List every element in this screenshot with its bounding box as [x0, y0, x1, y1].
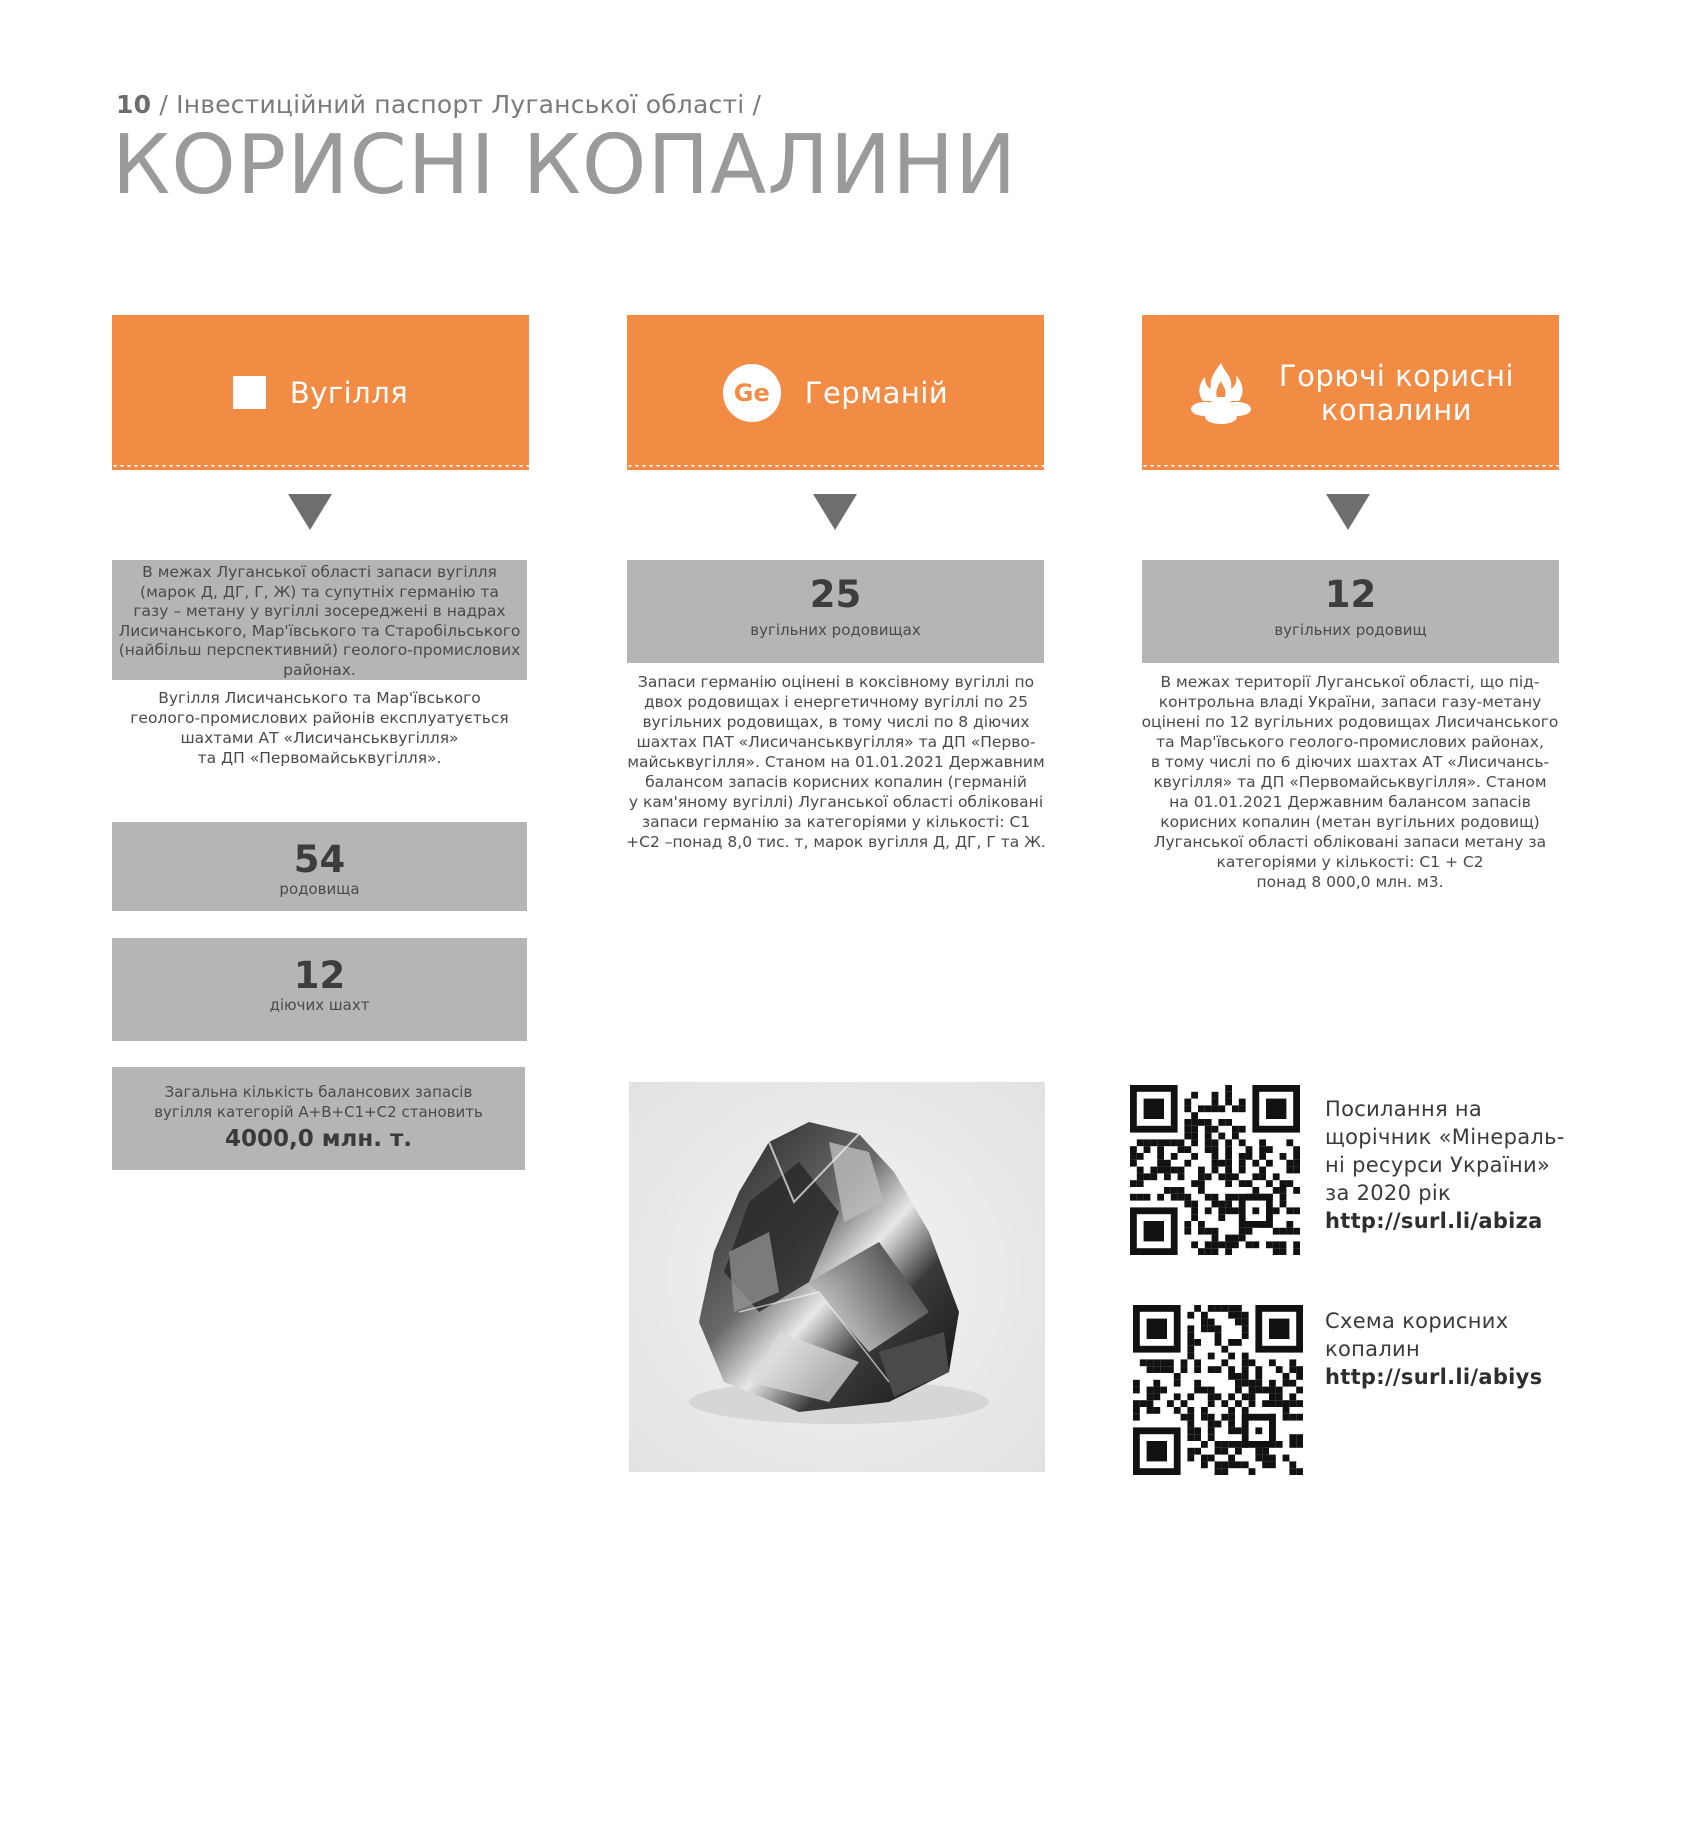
text-line: майськвугілля». Станом на 01.01.2021 Державним — [627, 753, 1045, 771]
stat-value: 54 — [293, 838, 346, 881]
combustible-header — [1142, 315, 1559, 470]
arrow-down-icon — [813, 494, 857, 530]
text-line: Схема корисних — [1325, 1309, 1509, 1333]
total-reserves-box — [112, 1067, 525, 1170]
germanium-header — [627, 315, 1044, 470]
coal-text — [112, 688, 527, 768]
breadcrumb — [116, 90, 761, 119]
text-line: (найбільш перспективний) геолого-промислових — [118, 641, 521, 659]
germanium-icon: Ge — [723, 364, 781, 422]
breadcrumb-text: / Інвестиційний паспорт Луганської області / — [151, 90, 762, 119]
coal-label: Вугілля — [289, 375, 409, 410]
stat-label: вугільних родовищах — [750, 621, 921, 639]
germanium-stat — [627, 560, 1044, 663]
coal-header — [112, 315, 529, 470]
total-line: Загальна кількість балансових запасів — [164, 1083, 473, 1101]
text-line: за 2020 рік — [1325, 1181, 1451, 1205]
text-line: контрольна владі України, запаси газу-метану — [1158, 693, 1542, 711]
text-line: корисних копалин (метан вугільних родовищ) — [1160, 813, 1540, 831]
total-line: вугілля категорій А+В+С1+С2 становить — [154, 1103, 483, 1121]
text-line: шахтами АТ «Лисичанськвугілля» — [180, 729, 459, 747]
coal-intro-box — [112, 560, 527, 680]
qr-link-yearbook — [1325, 1095, 1565, 1235]
stat-value: 12 — [1324, 573, 1377, 616]
text-line: квугілля» та ДП «Первомайськвугілля». Станом — [1153, 773, 1547, 791]
stat-value: 12 — [293, 954, 346, 997]
qr-link-scheme — [1325, 1307, 1542, 1391]
text-line: Луганської області обліковані запаси метану за — [1153, 833, 1547, 851]
qr-code-icon[interactable] — [1130, 1085, 1300, 1255]
stat-label: родовища — [279, 880, 360, 898]
text-line: двох родовищах і енергетичному вугіллі по 25 — [643, 693, 1029, 711]
yearbook-link[interactable]: http://surl.li/abiza — [1325, 1209, 1543, 1233]
combustible-stat — [1142, 560, 1559, 663]
deposits-stat — [112, 822, 527, 911]
germanium-crystal-image — [629, 1082, 1045, 1472]
text-line: запаси германію за категоріями у кількості: С1 — [641, 813, 1031, 831]
combustible-label — [1279, 359, 1514, 427]
text-line: шахтах ПАТ «Лисичанськвугілля» та ДП «Перво- — [636, 733, 1036, 751]
germanium-label: Германій — [804, 375, 949, 410]
qr-code-icon[interactable] — [1133, 1305, 1303, 1475]
mines-stat — [112, 938, 527, 1041]
text-line: Лисичанського, Мар'ївського та Старобільського — [118, 621, 521, 640]
stat-label: вугільних родовищ — [1274, 621, 1427, 639]
germanium-photo — [629, 1082, 1045, 1472]
text-line: Вугілля Лисичанського та Мар'ївського — [158, 689, 481, 707]
text-line: в тому числі по 6 діючих шахтах АТ «Лисичансь- — [1150, 753, 1550, 771]
text-line: В межах Луганської області запаси вугілля — [142, 563, 497, 581]
scheme-link[interactable]: http://surl.li/abiys — [1325, 1365, 1543, 1389]
text-line: районах. — [283, 660, 356, 679]
total-value: 4000,0 млн. т. — [224, 1126, 413, 1152]
text-line: (марок Д, ДГ, Г, Ж) та супутніх германію та — [140, 582, 499, 601]
text-line: та ДП «Первомайськвугілля». — [197, 749, 442, 767]
page-number: 10 — [116, 90, 152, 119]
text-line: ні ресурси України» — [1325, 1153, 1551, 1177]
page-title: КОРИСНІ КОПАЛИНИ — [112, 118, 1018, 213]
square-icon — [233, 376, 266, 409]
text-line: та Мар'ївського геолого-промислових районах, — [1156, 733, 1544, 751]
text-line: понад 8 000,0 млн. м3. — [1256, 873, 1444, 891]
text-line: Запаси германію оцінені в коксівному вугіллі по — [637, 673, 1035, 691]
text-line: щорічник «Мінераль- — [1325, 1125, 1565, 1149]
text-line: оцінені по 12 вугільних родовищах Лисичанського — [1141, 713, 1559, 731]
text-line: геолого-промислових районів експлуатується — [130, 709, 509, 727]
fire-coal-icon — [1187, 359, 1255, 427]
text-line: газу – метану у вугіллі зосереджені в надрах — [133, 602, 506, 620]
text-line: В межах території Луганської області, що під- — [1160, 673, 1540, 691]
stat-label: діючих шахт — [269, 996, 370, 1014]
arrow-down-icon — [288, 494, 332, 530]
germanium-text — [624, 672, 1048, 852]
text-line: балансом запасів корисних копалин (германій — [645, 773, 1027, 791]
text-line: +С2 –понад 8,0 тис. т, марок вугілля Д, ДГ, Г та Ж. — [626, 833, 1046, 851]
stat-value: 25 — [809, 573, 862, 616]
text-line: вугільних родовищах, в тому числі по 8 діючих — [642, 713, 1030, 731]
combustible-text — [1138, 672, 1562, 892]
arrow-down-icon — [1326, 494, 1370, 530]
label-line: Горючі корисні — [1278, 358, 1515, 393]
label-line: копалини — [1320, 392, 1473, 427]
text-line: копалин — [1325, 1337, 1421, 1361]
text-line: Посилання на — [1325, 1097, 1483, 1121]
text-line: на 01.01.2021 Державним балансом запасів — [1169, 793, 1531, 811]
text-line: категоріями у кількості: С1 + С2 — [1216, 853, 1484, 871]
text-line: у кам'яному вугіллі) Луганської області обліковані — [628, 793, 1044, 811]
